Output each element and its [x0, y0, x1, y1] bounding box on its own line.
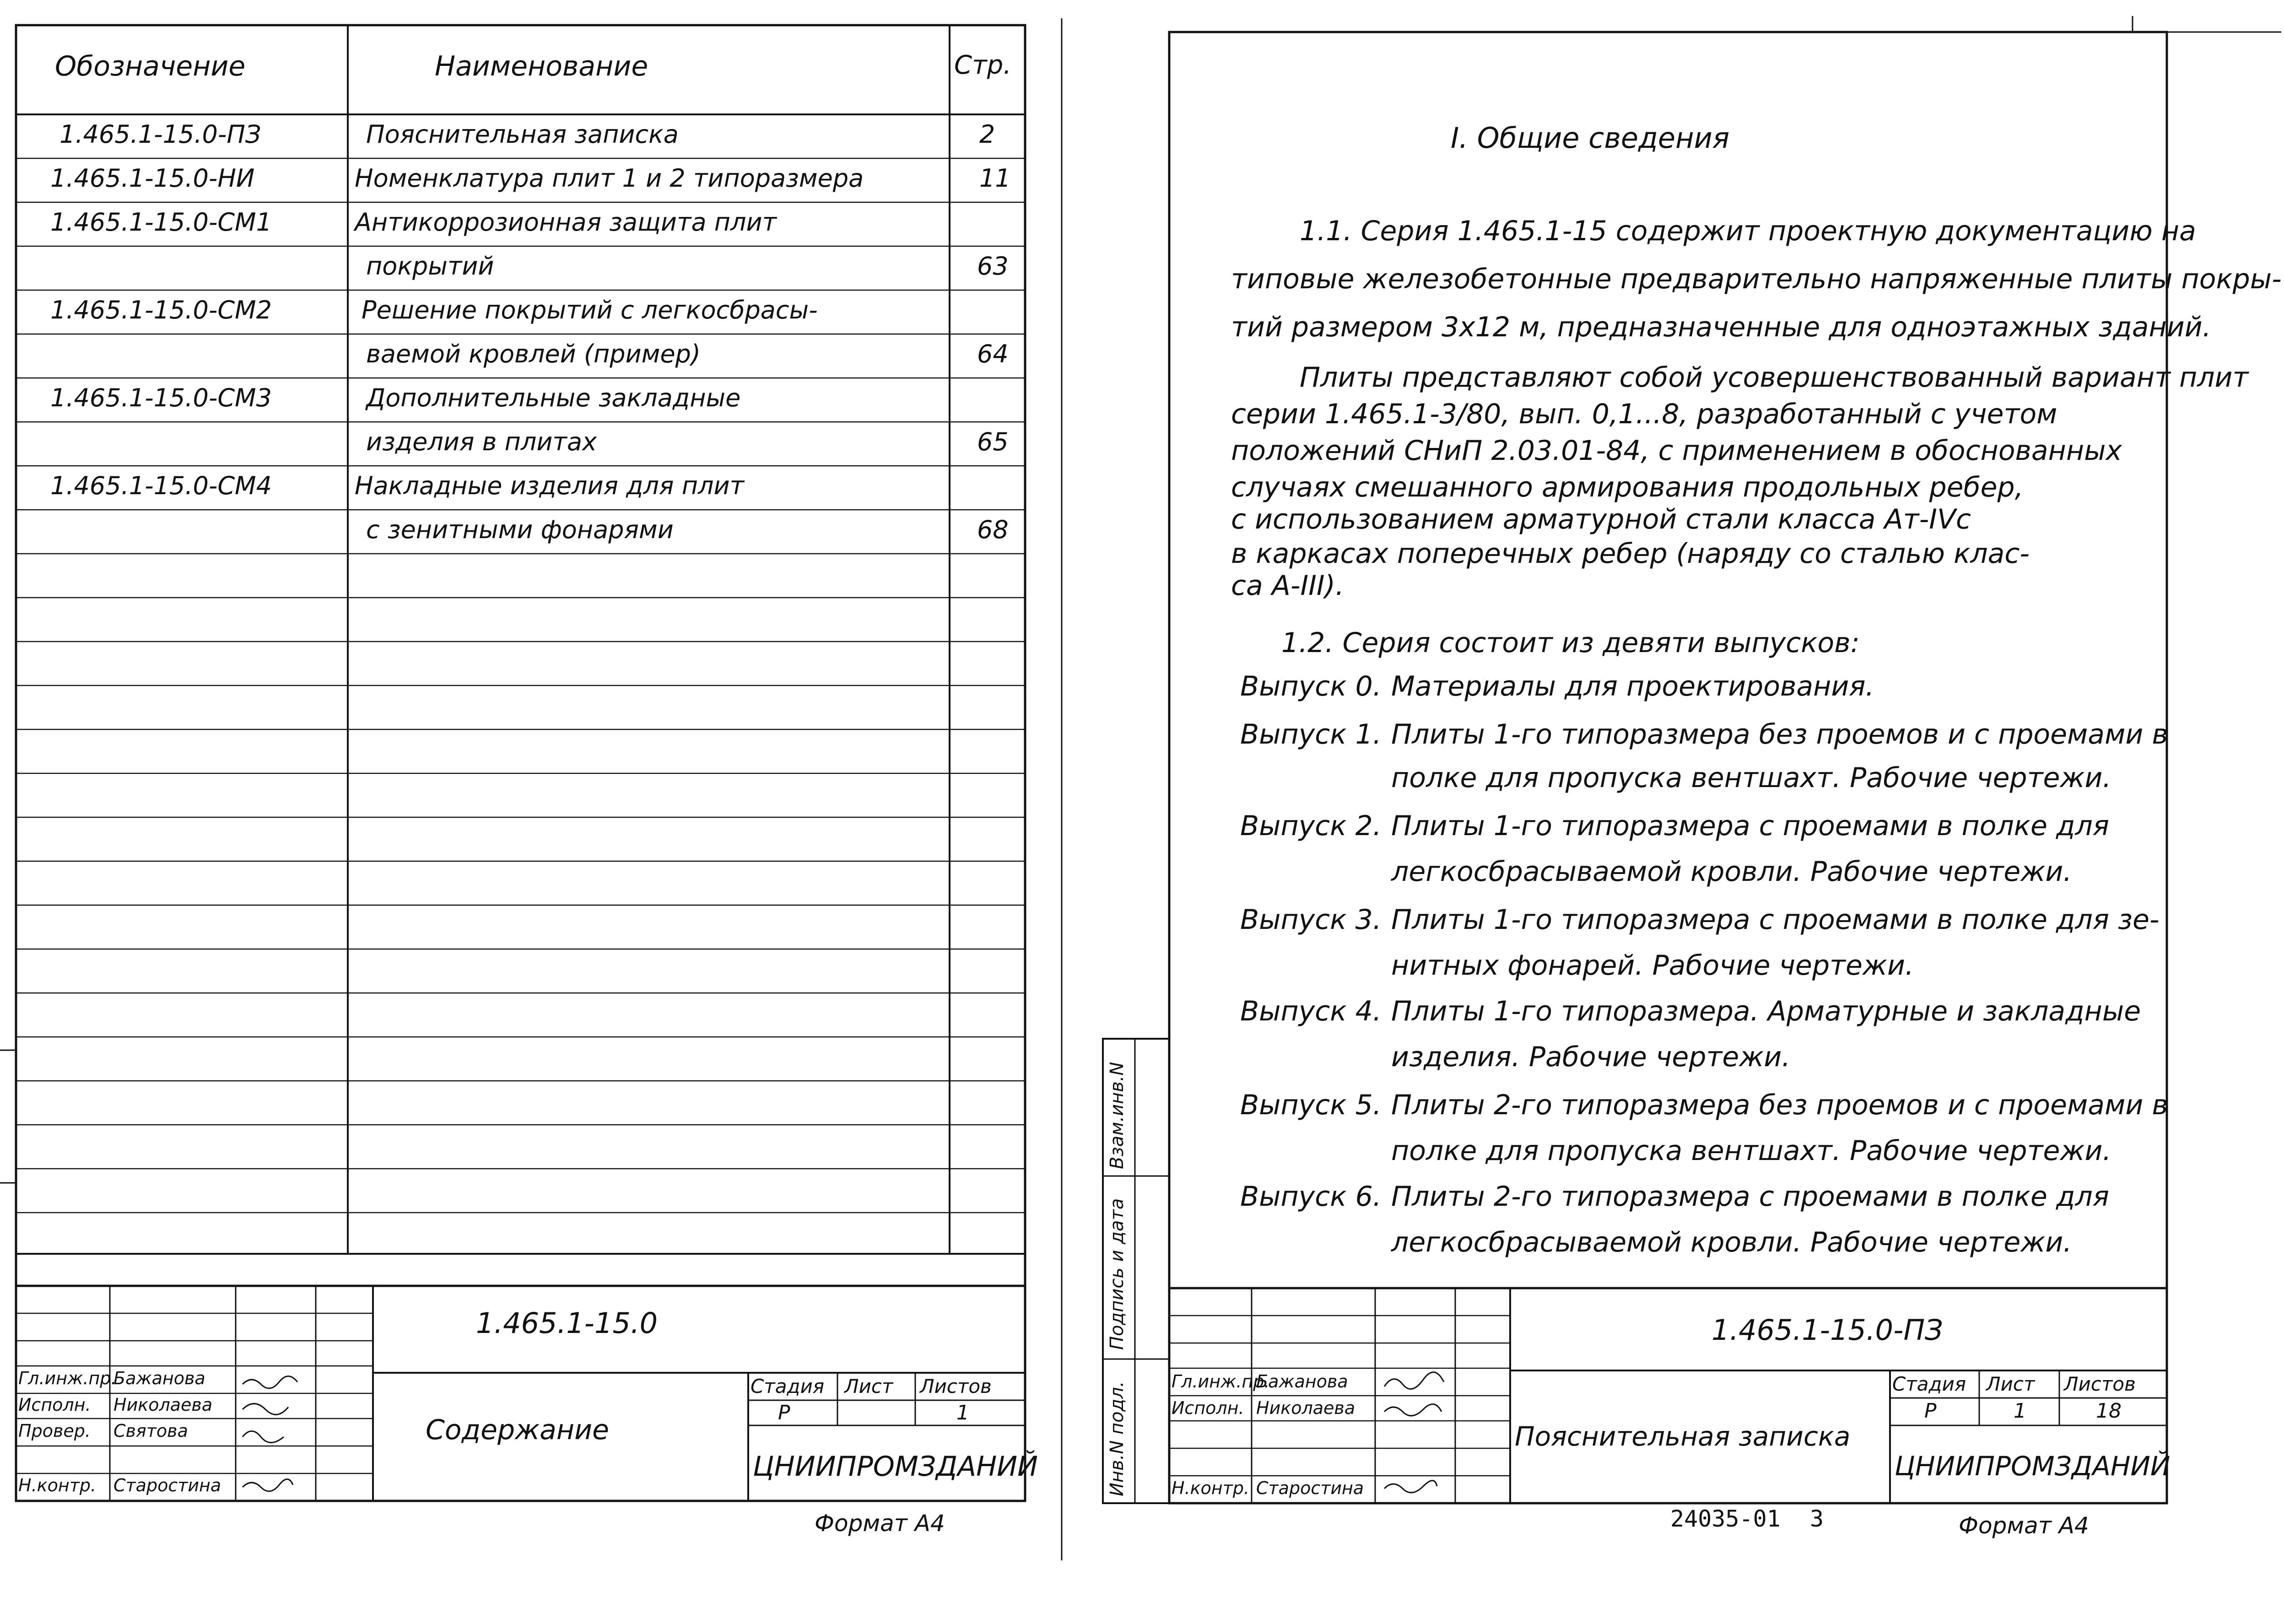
row-page: 64 — [977, 340, 1009, 368]
row-name: покрытий — [366, 252, 494, 281]
stamp-role: Провер. — [18, 1421, 91, 1441]
row-name: Дополнительные закладные — [366, 383, 741, 412]
row-page: 11 — [979, 164, 1011, 193]
row-designation: 1.465.1-15.0-НИ — [50, 164, 255, 193]
row-designation: 1.465.1-15.0-ПЗ — [59, 120, 261, 149]
stamp-role: Н.контр. — [18, 1475, 97, 1495]
paragraph-line: положений СНиП 2.03.01-84, с применением в обоснованных — [1231, 435, 2122, 467]
paragraph-line: типовые железобетонные предварительно напряженные плиты покры- — [1231, 263, 2282, 295]
format-label: Формат А4 — [815, 1510, 945, 1537]
paragraph-line: в каркасах поперечных ребер (наряду со сталью клас- — [1231, 538, 2030, 570]
issue-line: легкосбрасываемой кровли. Рабочие чертежи. — [1391, 856, 2072, 888]
row-designation: 1.465.1-15.0-СМ3 — [50, 383, 272, 412]
stamp-stage: Р — [1924, 1399, 1937, 1423]
row-page: 63 — [977, 252, 1009, 281]
stamp-name: Николаева — [1256, 1398, 1355, 1418]
signature-marks — [238, 1370, 311, 1499]
row-page: 2 — [979, 120, 995, 149]
row-name: ваемой кровлей (пример) — [366, 340, 701, 368]
header-name: Наименование — [435, 50, 648, 82]
header-page: Стр. — [954, 50, 1012, 80]
row-name: Решение покрытий с легкосбрасы- — [362, 296, 818, 324]
stamp-name: Бажанова — [113, 1368, 205, 1388]
row-name: Накладные изделия для плит — [355, 471, 745, 500]
stamp-stage-label: Стадия — [1892, 1373, 1966, 1395]
stamp-sheets-label: Листов — [920, 1375, 992, 1397]
paragraph-line: 1.2. Серия состоит из девяти выпусков: — [1281, 627, 1860, 659]
stamp-sheet-label: Лист — [1986, 1373, 2035, 1395]
issue-line: полке для пропуска вентшахт. Рабочие чертежи. — [1391, 762, 2111, 794]
issue-line: полке для пропуска вентшахт. Рабочие чертежи. — [1391, 1135, 2111, 1167]
stamp-sheet: 1 — [2014, 1399, 2026, 1423]
stamp-name: Бажанова — [1256, 1371, 1348, 1392]
stamp-org: ЦНИИПРОМЗДАНИЙ — [1895, 1451, 2171, 1482]
stamp-sheet-label: Лист — [844, 1375, 893, 1397]
issue-label: Выпуск 2. — [1240, 810, 1382, 842]
stamp-role: Гл.инж.пр. — [18, 1368, 117, 1388]
stamp-sheet: 1 — [956, 1401, 969, 1424]
paragraph-line: са А-III). — [1231, 570, 1344, 602]
side-label-sign: Подпись и дата — [1107, 1198, 1128, 1350]
issue-line: Плиты 1-го типоразмера с проемами в полке для — [1391, 810, 2109, 842]
stamp-name: Святова — [113, 1421, 188, 1441]
format-label: Формат А4 — [1959, 1512, 2089, 1539]
paragraph-line: случаях смешанного армирования продольных ребер, — [1231, 471, 2024, 503]
signature-marks — [1377, 1370, 1453, 1501]
stamp-sheets-label: Листов — [2064, 1373, 2136, 1395]
row-name: Пояснительная записка — [366, 120, 679, 149]
stamp-code: 1.465.1-15.0 — [476, 1306, 658, 1340]
issue-line: Плиты 1-го типоразмера. Арматурные и закладные — [1391, 995, 2141, 1027]
stamp-stage-label: Стадия — [751, 1375, 825, 1397]
issue-line: легкосбрасываемой кровли. Рабочие чертежи. — [1391, 1226, 2072, 1258]
issue-line: Плиты 2-го типоразмера с проемами в полке для — [1391, 1181, 2109, 1213]
row-name: Антикоррозионная защита плит — [355, 208, 777, 237]
row-designation: 1.465.1-15.0-СМ4 — [50, 471, 272, 500]
issue-label: Выпуск 4. — [1240, 995, 1382, 1027]
issue-line: изделия. Рабочие чертежи. — [1391, 1041, 1791, 1073]
stamp-role: Исполн. — [1172, 1398, 1244, 1418]
issue-line: Материалы для проектирования. — [1391, 670, 1874, 702]
row-name: Номенклатура плит 1 и 2 типоразмера — [355, 164, 864, 193]
row-page: 65 — [977, 427, 1009, 456]
issue-line: Плиты 1-го типоразмера с проемами в полке для зе- — [1391, 904, 2160, 936]
stamp-title: Содержание — [426, 1414, 610, 1446]
issue-label: Выпуск 5. — [1240, 1089, 1382, 1121]
issue-label: Выпуск 3. — [1240, 904, 1382, 936]
paragraph-line: 1.1. Серия 1.465.1-15 содержит проектную документацию на — [1300, 215, 2196, 247]
section-title: I. Общие сведения — [1451, 121, 1730, 155]
stamp-sheets: 18 — [2096, 1399, 2122, 1423]
stamp-title: Пояснительная записка — [1515, 1421, 1851, 1452]
stamp-role: Исполн. — [18, 1395, 91, 1415]
stamp-org: ЦНИИПРОМЗДАНИЙ — [753, 1451, 1038, 1483]
paragraph-line: с использованием арматурной стали класса Ат-IVс — [1231, 503, 1971, 535]
row-name: с зенитными фонарями — [366, 515, 674, 544]
side-label-replace: Взам.инв.N — [1107, 1062, 1128, 1169]
archive-page: 3 — [1810, 1505, 1824, 1532]
issue-label: Выпуск 0. — [1240, 670, 1382, 702]
stamp-name: Николаева — [113, 1395, 213, 1415]
stamp-role: Гл.инж.пр. — [1172, 1371, 1270, 1392]
side-label-inv: Инв.N подл. — [1107, 1381, 1128, 1496]
row-name: изделия в плитах — [366, 427, 597, 456]
issue-line: нитных фонарей. Рабочие чертежи. — [1391, 950, 1914, 982]
stamp-name: Старостина — [1256, 1478, 1364, 1498]
archive-number: 24035-01 — [1670, 1505, 1781, 1532]
issue-label: Выпуск 1. — [1240, 718, 1382, 750]
issue-label: Выпуск 6. — [1240, 1181, 1382, 1213]
issue-line: Плиты 2-го типоразмера без проемов и с проемами в — [1391, 1089, 2168, 1121]
row-designation: 1.465.1-15.0-СМ2 — [50, 296, 272, 324]
stamp-code: 1.465.1-15.0-ПЗ — [1712, 1313, 1943, 1347]
stamp-stage: Р — [778, 1401, 790, 1424]
paragraph-line: тий размером 3х12 м, предназначенные для одноэтажных зданий. — [1231, 311, 2211, 343]
row-designation: 1.465.1-15.0-СМ1 — [50, 208, 272, 237]
row-page: 68 — [977, 515, 1009, 544]
header-designation: Обозначение — [55, 50, 246, 82]
stamp-role: Н.контр. — [1172, 1478, 1250, 1498]
paragraph-line: Плиты представляют собой усовершенствованный вариант плит — [1300, 361, 2249, 394]
issue-line: Плиты 1-го типоразмера без проемов и с проемами в — [1391, 718, 2168, 750]
paragraph-line: серии 1.465.1-3/80, вып. 0,1...8, разработанный с учетом — [1231, 398, 2057, 430]
stamp-name: Старостина — [113, 1475, 221, 1495]
